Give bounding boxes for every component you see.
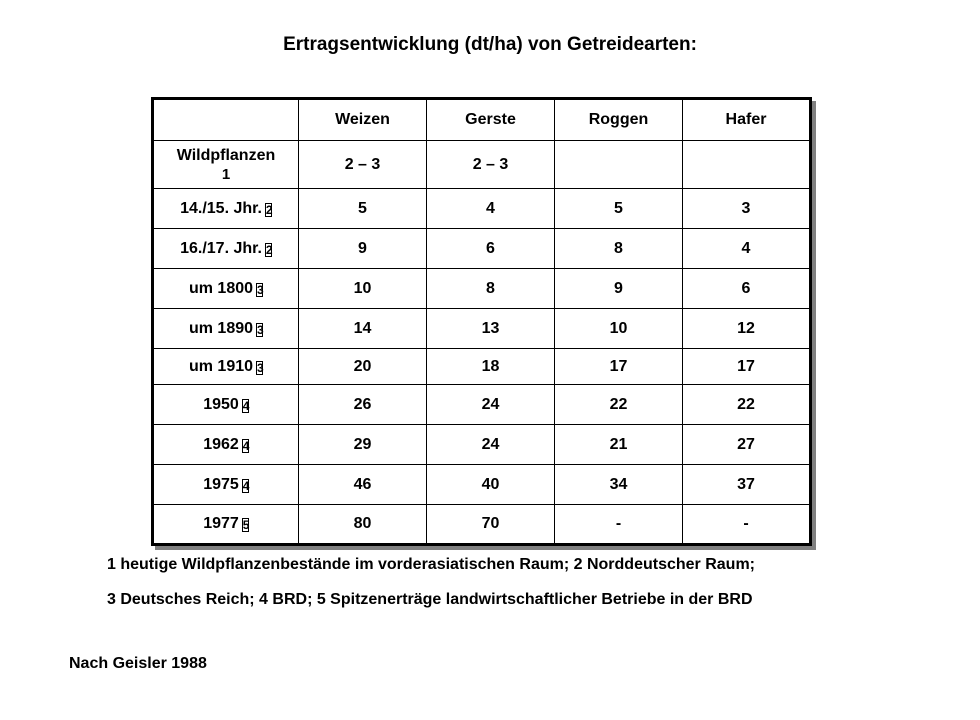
value-cell: 9 bbox=[555, 269, 683, 309]
table-row bbox=[153, 229, 811, 269]
value-cell: 2 – 3 bbox=[299, 141, 427, 189]
value-cell: 22 bbox=[683, 385, 811, 425]
row-label: 14./15. Jhr. bbox=[180, 199, 262, 217]
value-cell: 70 bbox=[427, 505, 555, 545]
footnote-marker: 1 bbox=[221, 165, 231, 183]
value-cell: 10 bbox=[299, 269, 427, 309]
value-cell: 17 bbox=[555, 349, 683, 385]
footnote-line: 3 Deutsches Reich; 4 BRD; 5 Spitzenerträge landwirtschaftlicher Betriebe in der BRD bbox=[107, 591, 753, 608]
footnote-marker: 5 bbox=[242, 518, 250, 532]
footnote-marker: 2 bbox=[265, 202, 273, 217]
value-cell: - bbox=[555, 505, 683, 545]
footnote-line: 1 heutige Wildpflanzenbestände im vorderasiatischen Raum; 2 Norddeutscher Raum; bbox=[107, 556, 755, 573]
column-header-weizen: Weizen bbox=[299, 99, 427, 141]
value-cell: 4 bbox=[427, 189, 555, 229]
table-row bbox=[153, 309, 811, 349]
value-cell: 37 bbox=[683, 465, 811, 505]
table-row bbox=[153, 505, 811, 545]
value-cell: 8 bbox=[427, 269, 555, 309]
row-label: um 1890 bbox=[188, 319, 254, 337]
value-cell: 22 bbox=[555, 385, 683, 425]
row-label-cell bbox=[153, 269, 299, 309]
row-label: 1950 bbox=[203, 395, 239, 413]
value-cell: 24 bbox=[427, 385, 555, 425]
row-label: um 1800 bbox=[188, 279, 254, 297]
row-label-cell bbox=[153, 465, 299, 505]
table-header-row bbox=[153, 99, 811, 141]
row-label: 1962 bbox=[203, 435, 239, 453]
table-row bbox=[153, 385, 811, 425]
table-row bbox=[153, 141, 811, 189]
value-cell: 27 bbox=[683, 425, 811, 465]
source-citation: Nach Geisler 1988 bbox=[69, 655, 207, 672]
column-header-roggen: Roggen bbox=[555, 99, 683, 141]
value-cell: 14 bbox=[299, 309, 427, 349]
row-label-cell bbox=[153, 309, 299, 349]
value-cell: 5 bbox=[299, 189, 427, 229]
value-cell: 2 – 3 bbox=[427, 141, 555, 189]
table-row bbox=[153, 465, 811, 505]
footnote-marker: 3 bbox=[257, 322, 264, 337]
value-cell: 6 bbox=[427, 229, 555, 269]
footnote-marker: 4 bbox=[242, 398, 250, 413]
yield-table bbox=[151, 97, 812, 546]
footnote-marker: 4 bbox=[242, 478, 250, 493]
column-header-period bbox=[153, 99, 299, 141]
row-label-cell bbox=[153, 505, 299, 545]
value-cell: 80 bbox=[299, 505, 427, 545]
row-label-cell bbox=[153, 229, 299, 269]
footnote-marker: 3 bbox=[257, 282, 264, 297]
table-row bbox=[153, 349, 811, 385]
row-label-cell bbox=[153, 349, 299, 385]
value-cell: 29 bbox=[299, 425, 427, 465]
table-row bbox=[153, 269, 811, 309]
value-cell: 17 bbox=[683, 349, 811, 385]
value-cell: 12 bbox=[683, 309, 811, 349]
value-cell: - bbox=[683, 505, 811, 545]
footnote-marker: 3 bbox=[257, 360, 264, 375]
value-cell: 8 bbox=[555, 229, 683, 269]
value-cell: 4 bbox=[683, 229, 811, 269]
row-label: Wildpflanzen bbox=[176, 146, 276, 164]
value-cell: 21 bbox=[555, 425, 683, 465]
value-cell: 18 bbox=[427, 349, 555, 385]
row-label-cell bbox=[153, 425, 299, 465]
value-cell: 24 bbox=[427, 425, 555, 465]
table-row bbox=[153, 425, 811, 465]
row-label: 1977 bbox=[203, 515, 239, 532]
footnote-marker: 2 bbox=[265, 242, 273, 257]
value-cell: 10 bbox=[555, 309, 683, 349]
value-cell bbox=[683, 141, 811, 189]
row-label: 1975 bbox=[203, 475, 239, 493]
column-header-gerste: Gerste bbox=[427, 99, 555, 141]
row-label-cell bbox=[153, 141, 299, 189]
page-title: Ertragsentwicklung (dt/ha) von Getreidearten: bbox=[283, 34, 697, 55]
value-cell: 46 bbox=[299, 465, 427, 505]
value-cell: 9 bbox=[299, 229, 427, 269]
footnote-marker: 4 bbox=[242, 438, 250, 453]
table-row bbox=[153, 189, 811, 229]
row-label-cell bbox=[153, 385, 299, 425]
row-label-cell bbox=[153, 189, 299, 229]
row-label: 16./17. Jhr. bbox=[180, 239, 262, 257]
value-cell bbox=[555, 141, 683, 189]
value-cell: 13 bbox=[427, 309, 555, 349]
value-cell: 34 bbox=[555, 465, 683, 505]
value-cell: 3 bbox=[683, 189, 811, 229]
column-header-hafer: Hafer bbox=[683, 99, 811, 141]
value-cell: 20 bbox=[299, 349, 427, 385]
value-cell: 5 bbox=[555, 189, 683, 229]
value-cell: 6 bbox=[683, 269, 811, 309]
footnotes bbox=[107, 555, 947, 625]
row-label: um 1910 bbox=[188, 357, 254, 375]
value-cell: 40 bbox=[427, 465, 555, 505]
value-cell: 26 bbox=[299, 385, 427, 425]
